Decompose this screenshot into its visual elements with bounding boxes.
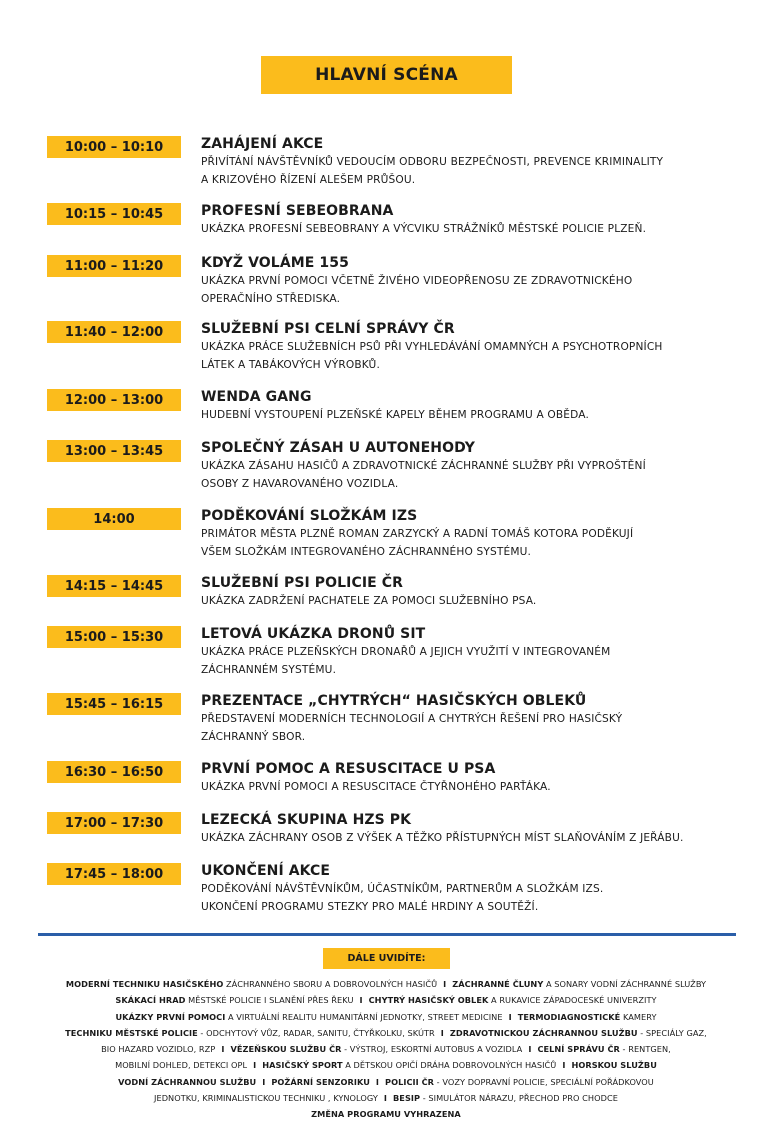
more-line (0, 1057, 772, 1073)
more-line (0, 992, 772, 1008)
schedule-description (201, 458, 746, 493)
more-text: A DĚTSKOU OPIČÍ DRÁHA DOBROVOLNÝCH HASIČŮ (342, 1060, 557, 1071)
more-text: JEDNOTKU, KRIMINALISTICKOU TECHNIKU , KYNOLOGY (154, 1093, 378, 1104)
schedule-description-line: PŘIVÍTÁNÍ NÁVŠTĚVNÍKŮ VEDOUCÍM ODBORU BEZPEČNOSTI, PREVENCE KRIMINALITY (201, 156, 664, 168)
more-line (0, 1074, 772, 1090)
more-text: - SIMULÁTOR NÁRAZU, PŘECHOD PRO CHODCE (420, 1093, 618, 1104)
schedule-description (201, 711, 746, 746)
schedule-time: 16:30 – 16:50 (47, 761, 181, 783)
more-highlight: VODNÍ ZÁCHRANNOU SLUŽBU (118, 1076, 257, 1087)
schedule-description (201, 339, 746, 374)
more-highlight: BESIP (393, 1093, 421, 1104)
schedule-description (201, 779, 746, 797)
schedule-title: UKONČENÍ AKCE (201, 863, 331, 879)
schedule-description-line: UKÁZKA PRVNÍ POMOCI VČETNĚ ŽIVÉHO VIDEOPŘENOSU ZE ZDRAVOTNICKÉHO (201, 275, 633, 287)
schedule-description-line: OPERAČNÍHO STŘEDISKA. (201, 292, 341, 305)
schedule-time: 17:45 – 18:00 (47, 863, 181, 885)
schedule-time: 15:00 – 15:30 (47, 626, 181, 648)
more-line (0, 1025, 772, 1041)
more-text: MĚSTSKÉ POLICIE I SLANĚNÍ PŘES ŘEKU (185, 995, 354, 1006)
schedule-title: WENDA GANG (201, 389, 312, 405)
schedule-title: SLUŽEBNÍ PSI CELNÍ SPRÁVY ČR (201, 321, 455, 337)
schedule-description (201, 644, 746, 679)
schedule-description-line: PŘEDSTAVENÍ MODERNÍCH TECHNOLOGIÍ A CHYTRÝCH ŘEŠENÍ PRO HASIČSKÝ (201, 713, 623, 725)
separator: I (440, 1027, 444, 1038)
separator: I (262, 1076, 266, 1087)
separator: I (383, 1093, 388, 1104)
separator: I (443, 979, 447, 989)
schedule-time: 10:00 – 10:10 (47, 136, 181, 158)
more-list (0, 976, 772, 1123)
schedule-title: PRVNÍ POMOC A RESUSCITACE U PSA (201, 761, 496, 777)
divider (38, 933, 736, 936)
schedule-description-line: PRIMÁTOR MĚSTA PLZNĚ ROMAN ZARZYCKÝ A RADNÍ TOMÁŠ KOTORA PODĚKUJÍ (201, 528, 634, 540)
schedule-description (201, 526, 746, 561)
schedule-description-line: PODĚKOVÁNÍ NÁVŠTĚVNÍKŮM, ÚČASTNÍKŮM, PARTNERŮM A SLOŽKÁM IZS. (201, 883, 604, 895)
schedule-time: 11:40 – 12:00 (47, 321, 181, 343)
more-highlight: HASIČSKÝ SPORT (262, 1060, 343, 1071)
schedule-description (201, 273, 746, 308)
schedule-description-line: UKÁZKA ZÁSAHU HASIČŮ A ZDRAVOTNICKÉ ZÁCHRANNÉ SLUŽBY PŘI VYPROŠTĚNÍ (201, 460, 646, 472)
schedule-title: PROFESNÍ SEBEOBRANA (201, 203, 394, 219)
more-text: - ODCHYTOVÝ VŮZ, RADAR, SANITU, ČTYŘKOLKU, SKÚTR (197, 1027, 435, 1038)
more-highlight: MODERNÍ TECHNIKU HASIČSKÉHO (65, 979, 224, 989)
schedule-title: PODĚKOVÁNÍ SLOŽKÁM IZS (201, 508, 418, 524)
more-text: A RUKAVICE ZÁPADOCESKÉ UNIVERZITY (488, 995, 657, 1006)
more-text: - VÝSTROJ, ESKORTNÍ AUTOBUS A VOZIDLA (341, 1044, 523, 1055)
more-title: DÁLE UVIDÍTE: (347, 953, 426, 964)
more-text: A SONARY VODNÍ ZÁCHRANNÉ SLUŽBY (543, 979, 707, 989)
schedule-description (201, 221, 746, 239)
schedule-time: 13:00 – 13:45 (47, 440, 181, 462)
more-highlight: UKÁZKY PRVNÍ POMOCI (115, 1011, 226, 1022)
more-line (0, 1041, 772, 1057)
schedule-time: 14:00 (47, 508, 181, 530)
schedule-description-line: UKÁZKA ZADRŽENÍ PACHATELE ZA POMOCI SLUŽEBNÍHO PSA. (201, 595, 537, 607)
more-text: MOBILNÍ DOHLED, DETEKCI OPL (115, 1060, 248, 1071)
more-text: ZÁCHRANNÉHO SBORU A DOBROVOLNÝCH HASIČŮ (223, 979, 438, 989)
separator: I (359, 995, 363, 1006)
schedule-description-line: ZÁCHRANNÝ SBOR. (201, 730, 306, 743)
schedule-title: SPOLEČNÝ ZÁSAH U AUTONEHODY (201, 440, 476, 456)
schedule-description (201, 593, 746, 611)
separator: I (221, 1044, 225, 1055)
schedule-description (201, 881, 746, 916)
more-highlight: ZMĚNA PROGRAMU VYHRAZENA (311, 1109, 461, 1120)
schedule-description-line: A KRIZOVÉHO ŘÍZENÍ ALEŠEM PRŮŠOU. (201, 173, 416, 186)
more-header (323, 948, 450, 969)
schedule-description-line: UKÁZKA PROFESNÍ SEBEOBRANY A VÝCVIKU STRÁŽNÍKŮ MĚSTSKÉ POLICIE PLZEŇ. (201, 223, 647, 235)
more-highlight: CELNÍ SPRÁVU ČR (537, 1044, 620, 1055)
separator: I (375, 1076, 380, 1087)
schedule-description-line: UKONČENÍ PROGRAMU STEZKY PRO MALÉ HRDINY A SOUTĚŽÍ. (201, 900, 539, 913)
separator: I (528, 1044, 532, 1055)
schedule-description-line: ZÁCHRANNÉM SYSTÉMU. (201, 663, 337, 676)
schedule-title: LEZECKÁ SKUPINA HZS PK (201, 812, 412, 828)
schedule-time: 12:00 – 13:00 (47, 389, 181, 411)
more-text: BIO HAZARD VOZIDLO, RZP (101, 1044, 216, 1055)
schedule-description (201, 154, 746, 189)
schedule-description-line: UKÁZKA PRÁCE PLZEŇSKÝCH DRONAŘŮ A JEJICH VYUŽITÍ V INTEGROVANÉM (201, 646, 611, 658)
more-line (0, 1009, 772, 1025)
more-line (0, 1106, 772, 1122)
schedule-description-line: UKÁZKA PRÁCE SLUŽEBNÍCH PSŮ PŘI VYHLEDÁVÁNÍ OMAMNÝCH A PSYCHOTROPNÍCH (201, 341, 663, 353)
more-text: A VIRTUÁLNÍ REALITU HUMANITÁRNÍ JEDNOTKY, STREET MEDICINE (225, 1011, 503, 1022)
separator: I (508, 1011, 512, 1022)
more-highlight: TERMODIAGNOSTICKÉ (517, 1011, 621, 1022)
schedule-description (201, 407, 746, 425)
more-text: - VOZY DOPRAVNÍ POLICIE, SPECIÁLNÍ POŘÁDKOVOU (434, 1076, 654, 1087)
schedule-description-line: OSOBY Z HAVAROVANÉHO VOZIDLA. (201, 477, 399, 490)
separator: I (562, 1060, 566, 1071)
more-highlight: CHYTRÝ HASIČSKÝ OBLEK (368, 995, 489, 1006)
main-stage-title: HLAVNÍ SCÉNA (315, 65, 458, 85)
more-highlight: HORSKOU SLUŽBU (571, 1060, 657, 1071)
schedule-description-line: UKÁZKA PRVNÍ POMOCI A RESUSCITACE ČTYŘNOHÉHO PARŤÁKA. (201, 781, 551, 793)
schedule-title: KDYŽ VOLÁME 155 (201, 255, 349, 271)
more-highlight: POLICII ČR (385, 1076, 435, 1087)
separator: I (253, 1060, 257, 1071)
schedule-description-line: UKÁZKA ZÁCHRANY OSOB Z VÝŠEK A TĚŽKO PŘÍSTUPNÝCH MÍST SLAŇOVÁNÍM Z JEŘÁBU. (201, 832, 684, 844)
more-highlight: VĚZEŇSKOU SLUŽBU ČR (230, 1044, 342, 1055)
more-line (0, 1090, 772, 1106)
schedule-time: 17:00 – 17:30 (47, 812, 181, 834)
schedule-title: PREZENTACE „CHYTRÝCH“ HASIČSKÝCH OBLEKŮ (201, 693, 587, 709)
more-highlight: ZDRAVOTNICKOU ZÁCHRANNOU SLUŽBU (449, 1027, 638, 1038)
more-text: - SPECIÁLY GAZ, (637, 1027, 707, 1038)
schedule-title: ZAHÁJENÍ AKCE (201, 136, 324, 152)
schedule-time: 14:15 – 14:45 (47, 575, 181, 597)
schedule-time: 11:00 – 11:20 (47, 255, 181, 277)
schedule-description-line: HUDEBNÍ VYSTOUPENÍ PLZEŇSKÉ KAPELY BĚHEM PROGRAMU A OBĚDA. (201, 409, 589, 421)
more-line (0, 976, 772, 992)
more-text: KAMERY (620, 1011, 657, 1022)
schedule-description-line: VŠEM SLOŽKÁM INTEGROVANÉHO ZÁCHRANNÉHO SYSTÉMU. (201, 545, 532, 558)
schedule-time: 15:45 – 16:15 (47, 693, 181, 715)
schedule-description (201, 830, 746, 848)
schedule-time: 10:15 – 10:45 (47, 203, 181, 225)
schedule-description-line: LÁTEK A TABÁKOVÝCH VÝROBKŮ. (201, 358, 380, 371)
more-highlight: TECHNIKU MĚSTSKÉ POLICIE (65, 1027, 198, 1038)
schedule-title: LETOVÁ UKÁZKA DRONŮ SIT (201, 626, 426, 642)
more-highlight: SKÁKACÍ HRAD (115, 995, 186, 1006)
more-highlight: ZÁCHRANNÉ ČLUNY (452, 979, 544, 989)
more-highlight: POŽÁRNÍ SENZORIKU (271, 1076, 370, 1087)
schedule-title: SLUŽEBNÍ PSI POLICIE ČR (201, 575, 404, 591)
more-text: - RENTGEN, (619, 1044, 671, 1055)
